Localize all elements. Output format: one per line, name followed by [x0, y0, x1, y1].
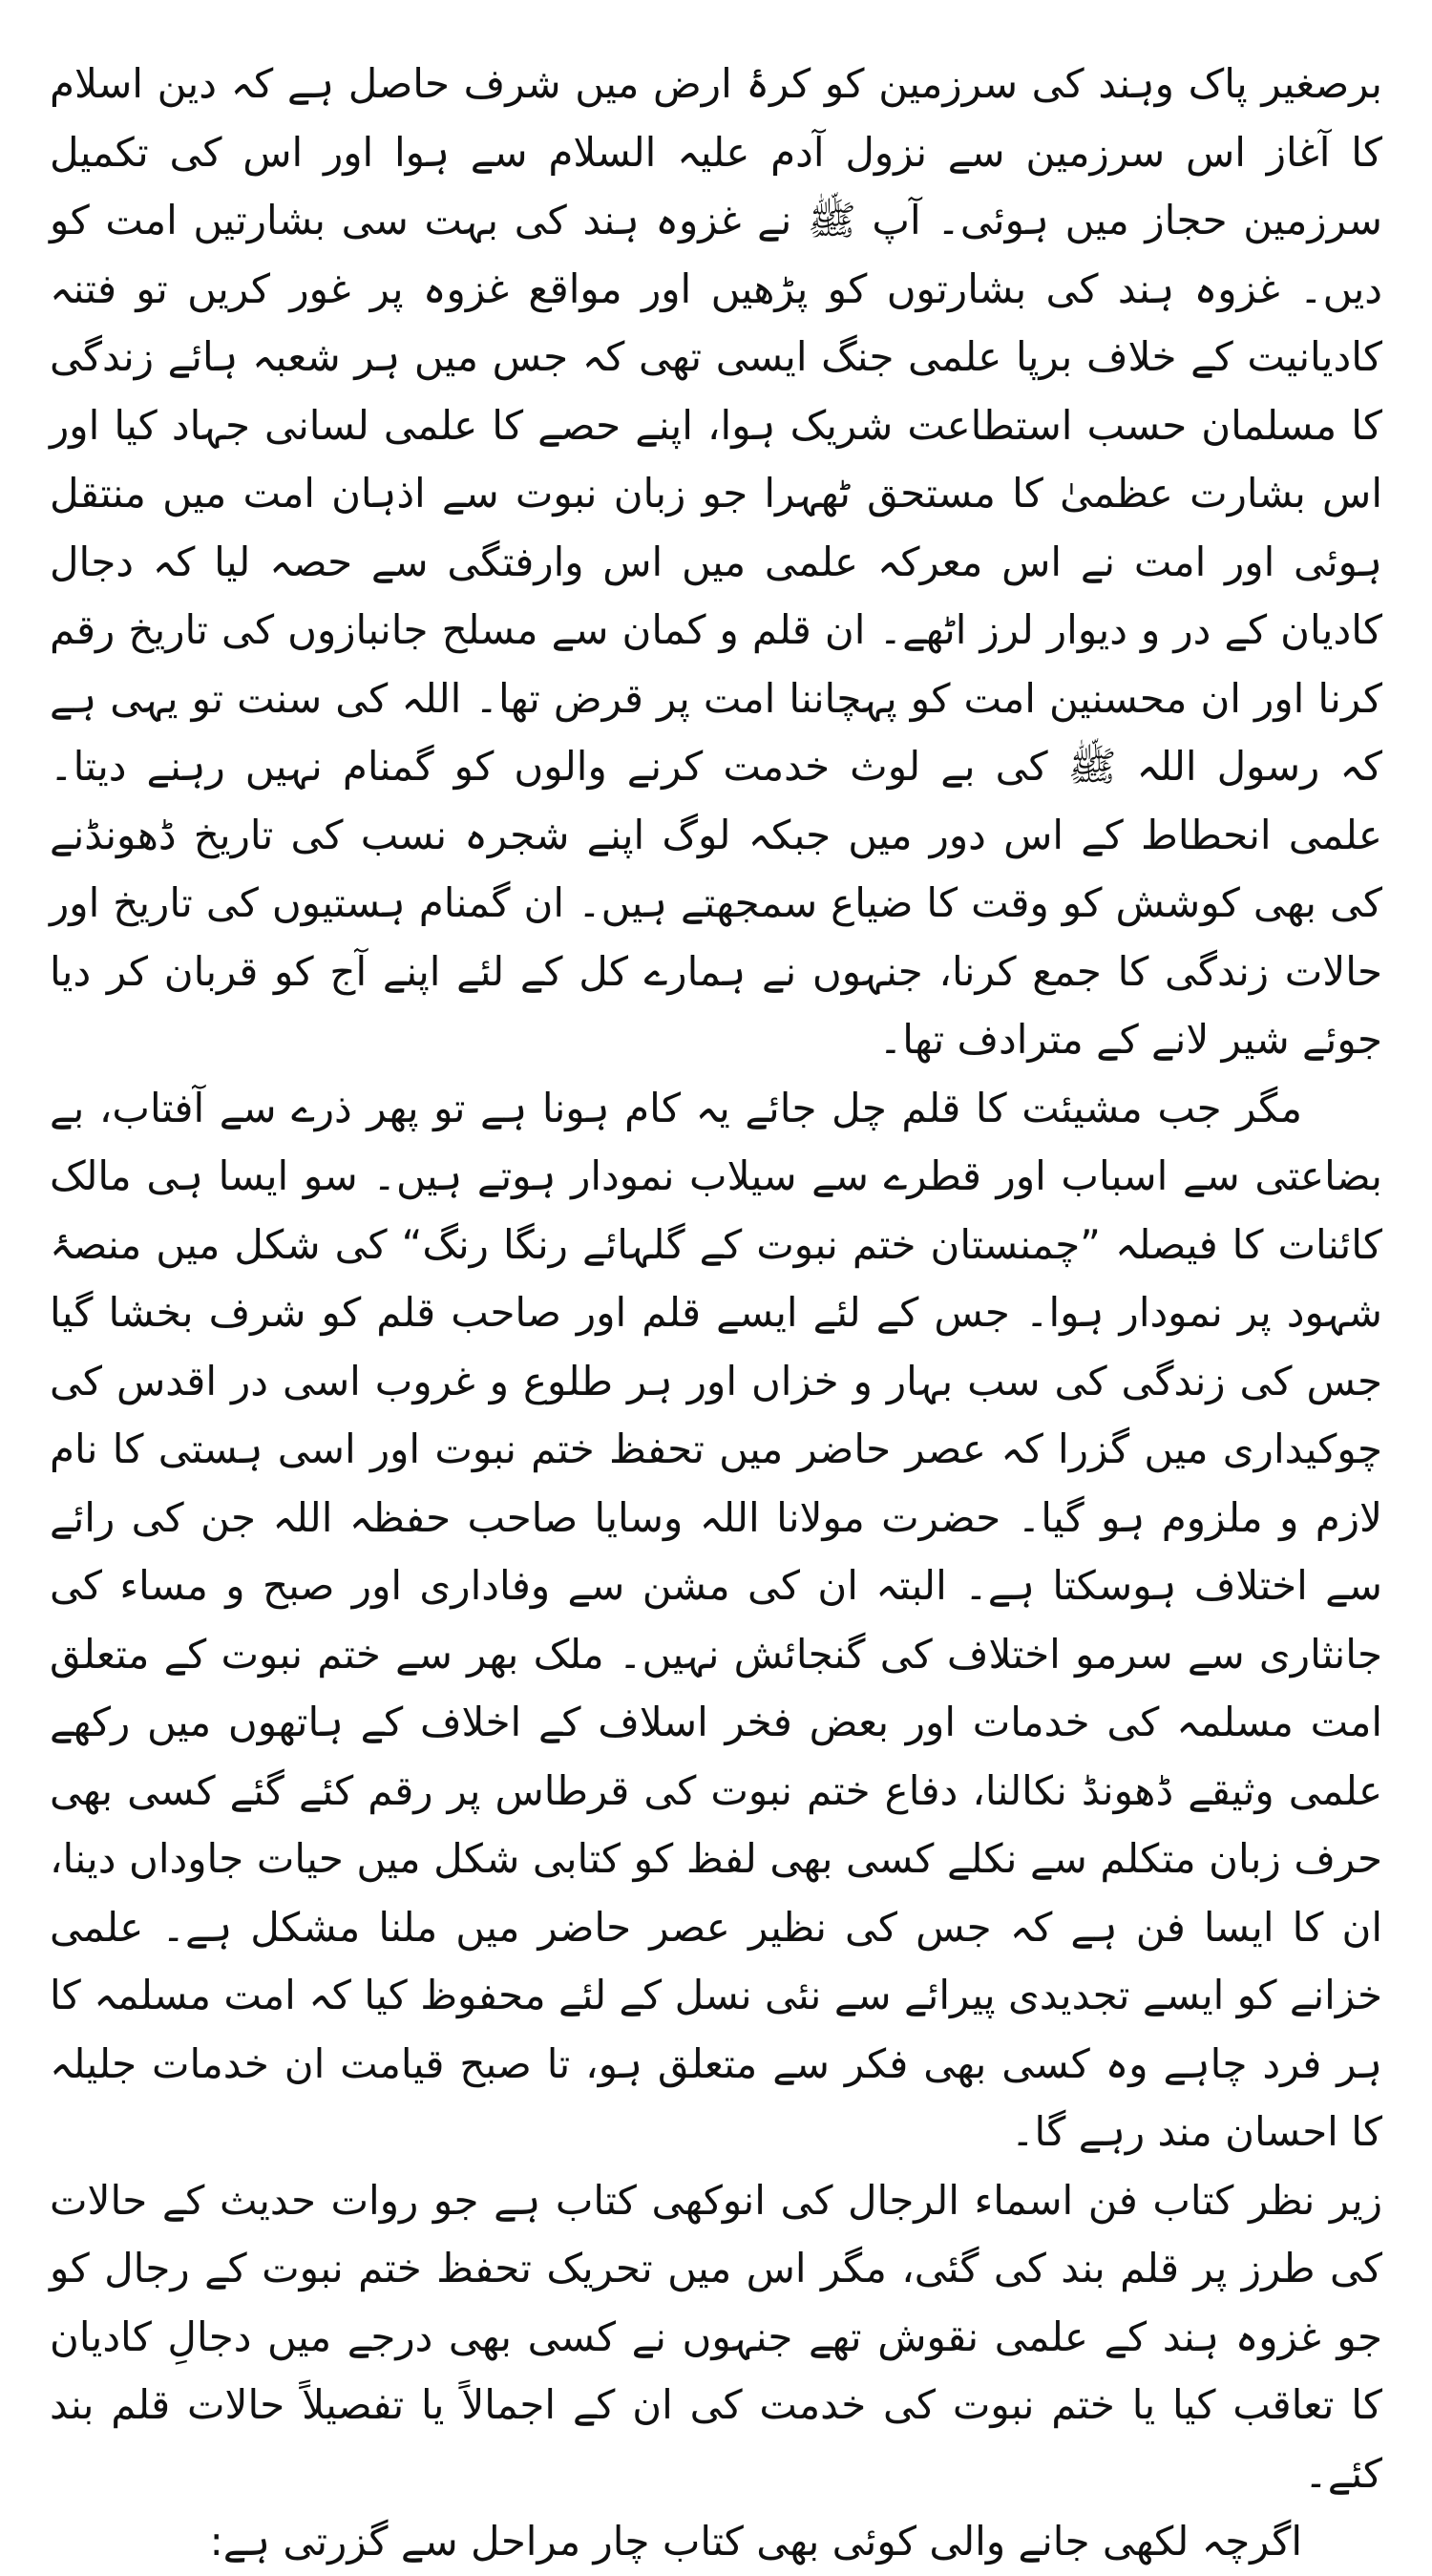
paragraph-2: مگر جب مشیئت کا قلم چل جائے یہ کام ہونا ہے تو پھر ذرے سے آفتاب، بے بضاعتی سے اسباب اور قطرے سے سیلاب نمودار ہوتے ہیں۔ سو ایسا ہی مالک کائنات کا فیصلہ ”چمنستان ختم نبوت کے گلہائے رنگا رنگ“ کی شکل میں منصۂ شہود پر نمودار ہوا۔ جس کے لئے ایسے قلم اور صاحب قلم کو شرف بخشا گیا جس کی زندگی کی سب بہار و خزاں اور ہر طلوع و غروب اسی در اقدس کی چوکیداری میں گزرا کہ عصر حاضر میں تحفظ ختم نبوت اور اسی ہستی کا نام لازم و ملزوم ہو گیا۔ حضرت مولانا اللہ وسایا صاحب حفظہ اللہ جن کی رائے سے اختلاف ہوسکتا ہے۔ البتہ ان کی مشن سے وفاداری اور صبح و مساء کی جانثاری سے سرمو اختلاف کی گنجائش نہیں۔ ملک بھر سے ختم نبوت کے متعلق امت مسلمہ کی خدمات اور بعض فخر اسلاف کے اخلاف کے ہاتھوں میں رکھے علمی وثیقے ڈھونڈ نکالنا، دفاع ختم نبوت کی قرطاس پر رقم کئے گئے کسی بھی حرف زبان متکلم سے نکلے کسی بھی لفظ کو کتابی شکل میں حیات جاوداں دینا، ان کا ایسا فن ہے کہ جس کی نظیر عصر حاضر میں ملنا مشکل ہے۔ علمی خزانے کو ایسے تجدیدی پیرائے سے نئی نسل کے لئے محفوظ کیا کہ امت مسلمہ کا ہر فرد چاہے وہ کسی بھی فکر سے متعلق ہو، تا صبح قیامت ان خدمات جلیلہ کا احسان مند رہے گا۔	[50, 1084, 1382, 2155]
document-page	[50, 50, 1382, 2565]
paragraph-1: برصغیر پاک وہند کی سرزمین کو کرۂ ارض میں شرف حاصل ہے کہ دین اسلام کا آغاز اس سرزمین سے نزول آدم علیہ السلام سے ہوا اور اس کی تکمیل سرزمین حجاز میں ہوئی۔ آپ ﷺ نے غزوہ ہند کی بہت سی بشارتیں امت کو دیں۔ غزوہ ہند کی بشارتوں کو پڑھیں اور مواقع غزوہ پر غور کریں تو فتنہ کادیانیت کے خلاف برپا علمی جنگ ایسی تھی کہ جس میں ہر شعبہ ہائے زندگی کا مسلمان حسب استطاعت شریک ہوا، اپنے حصے کا علمی لسانی جہاد کیا اور اس بشارت عظمیٰ کا مستحق ٹھہرا جو زبان نبوت سے اذہان امت میں منتقل ہوئی اور امت نے اس معرکہ علمی میں اس وارفتگی سے حصہ لیا کہ دجال کادیان کے در و دیوار لرز اٹھے۔ ان قلم و کمان سے مسلح جانبازوں کی تاریخ رقم کرنا اور ان محسنین امت کو پہچاننا امت پر قرض تھا۔ اللہ کی سنت تو یہی ہے کہ رسول اللہ ﷺ کی بے لوث خدمت کرنے والوں کو گمنام نہیں رہنے دیتا۔ علمی انحطاط کے اس دور میں جبکہ لوگ اپنے شجرہ نسب کی تاریخ ڈھونڈنے کی بھی کوشش کو وقت کا ضیاع سمجھتے ہیں۔ ان گمنام ہستیوں کی تاریخ اور حالات زندگی کا جمع کرنا، جنہوں نے ہمارے کل کے لئے اپنے آج کو قربان کر دیا جوئے شیر لانے کے مترادف تھا۔	[50, 60, 1382, 1063]
paragraph-3: زیر نظر کتاب فن اسماء الرجال کی انوکھی کتاب ہے جو روات حدیث کے حالات کی طرز پر قلم بند کی گئی، مگر اس میں تحریک تحفظ ختم نبوت کے رجال کو جو غزوہ ہند کے علمی نقوش تھے جنہوں نے کسی بھی درجے میں دجالِ کادیان کا تعاقب کیا یا ختم نبوت کی خدمت کی ان کے اجمالاً یا تفصیلاً حالات قلم بند کئے۔	[50, 2176, 1382, 2497]
paragraph-4: اگرچہ لکھی جانے والی کوئی بھی کتاب چار مراحل سے گزرتی ہے:	[209, 2518, 1302, 2565]
